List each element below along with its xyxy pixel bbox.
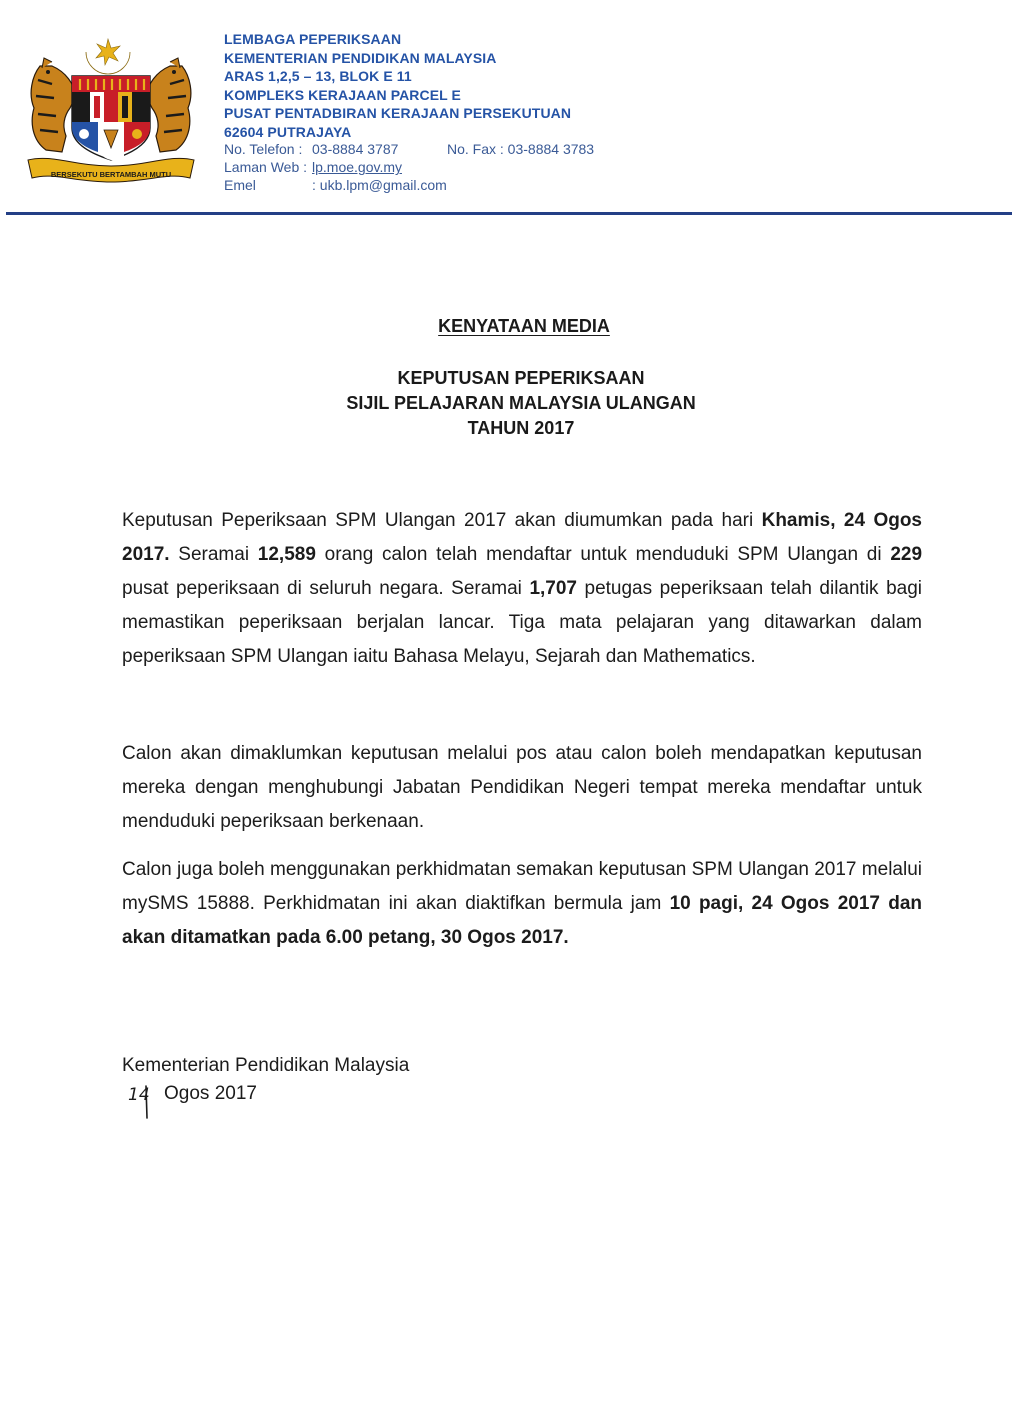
centre-count: 229 bbox=[890, 544, 923, 565]
media-heading-text: KENYATAAN MEDIA bbox=[438, 316, 610, 336]
paragraph-announcement bbox=[122, 504, 922, 674]
web-label: Laman Web : bbox=[224, 159, 308, 176]
agency-line: LEMBAGA PEPERIKSAAN bbox=[224, 31, 402, 47]
agency-line: KOMPLEKS KERAJAAN PARCEL E bbox=[224, 86, 461, 103]
text-run: Keputusan Peperiksaan SPM Ulangan 2017 akan diumumkan pada hari bbox=[122, 510, 762, 531]
signing-date bbox=[122, 1080, 409, 1108]
signing-organisation: Kementerian Pendidikan Malaysia bbox=[122, 1055, 410, 1076]
agency-line: 62604 PUTRAJAYA bbox=[224, 123, 352, 140]
fax-number: No. Fax : 03-8884 3783 bbox=[447, 141, 595, 157]
media-heading bbox=[8, 316, 1032, 337]
phone-label: No. Telefon : bbox=[224, 141, 303, 157]
letterhead bbox=[0, 0, 1032, 218]
signature-block bbox=[122, 1052, 409, 1108]
agency-line: PUSAT PENTADBIRAN KERAJAAN PERSEKUTUAN bbox=[224, 105, 572, 122]
phone-number: 03-8884 3787 bbox=[312, 141, 399, 157]
text-run: Seramai bbox=[169, 544, 258, 565]
malaysia-coat-of-arms-icon bbox=[22, 36, 200, 186]
paragraph-notification: Calon akan dimaklumkan keputusan melalui pos atau calon boleh mendapatkan keputusan mereka dengan menghubungi Jabatan Pendidikan Negeri tempat mereka mendaftar untuk menduduki peperiksaan berkenaan. bbox=[122, 743, 922, 832]
agency-line: ARAS 1,2,5 – 13, BLOK E 11 bbox=[224, 68, 412, 85]
agency-address bbox=[224, 30, 571, 142]
website-link[interactable]: lp.moe.gov.my bbox=[312, 159, 402, 176]
announcement-date: Khamis, 24 Ogos 2017. bbox=[122, 510, 923, 565]
svg-text:BERSEKUTU BERTAMBAH MUTU: BERSEKUTU BERTAMBAH MUTU bbox=[50, 170, 172, 179]
staff-count: 1,707 bbox=[529, 578, 577, 599]
text-run: orang calon telah mendaftar untuk menduduki SPM Ulangan di bbox=[315, 544, 891, 565]
header-divider bbox=[6, 212, 1012, 215]
title-line: SIJIL PELAJARAN MALAYSIA ULANGAN bbox=[346, 393, 696, 413]
email-address: : ukb.lpm@gmail.com bbox=[312, 177, 447, 194]
title-line: TAHUN 2017 bbox=[467, 418, 575, 438]
handwritten-day: 14 bbox=[128, 1085, 150, 1105]
email-label: Emel bbox=[224, 177, 256, 194]
date-month-year: Ogos 2017 bbox=[164, 1083, 257, 1104]
paragraph-sms-service bbox=[122, 853, 922, 955]
text-run: petugas peperiksaan telah dilantik bagi memastikan peperiksaan berjalan lancar. Tiga mata pelajaran yang ditawarkan dalam peperiksaan SPM Ulangan iaitu Bahasa Melayu, Sejarah dan Mathematics. bbox=[122, 578, 922, 667]
title-line: KEPUTUSAN PEPERIKSAAN bbox=[397, 368, 645, 388]
service-period: 10 pagi, 24 Ogos 2017 dan akan ditamatkan pada 6.00 petang, 30 Ogos 2017. bbox=[122, 893, 923, 948]
agency-line: KEMENTERIAN PENDIDIKAN MALAYSIA bbox=[224, 49, 497, 66]
text-run: Calon juga boleh menggunakan perkhidmatan semakan keputusan SPM Ulangan 2017 melalui mySMS 15888. Perkhidmatan ini akan diaktifkan bermula jam bbox=[122, 859, 922, 914]
candidate-count: 12,589 bbox=[257, 544, 316, 565]
document-title bbox=[5, 366, 1032, 441]
text-run: pusat peperiksaan di seluruh negara. Seramai bbox=[122, 578, 530, 599]
handwriting-stroke-icon bbox=[122, 1080, 164, 1120]
